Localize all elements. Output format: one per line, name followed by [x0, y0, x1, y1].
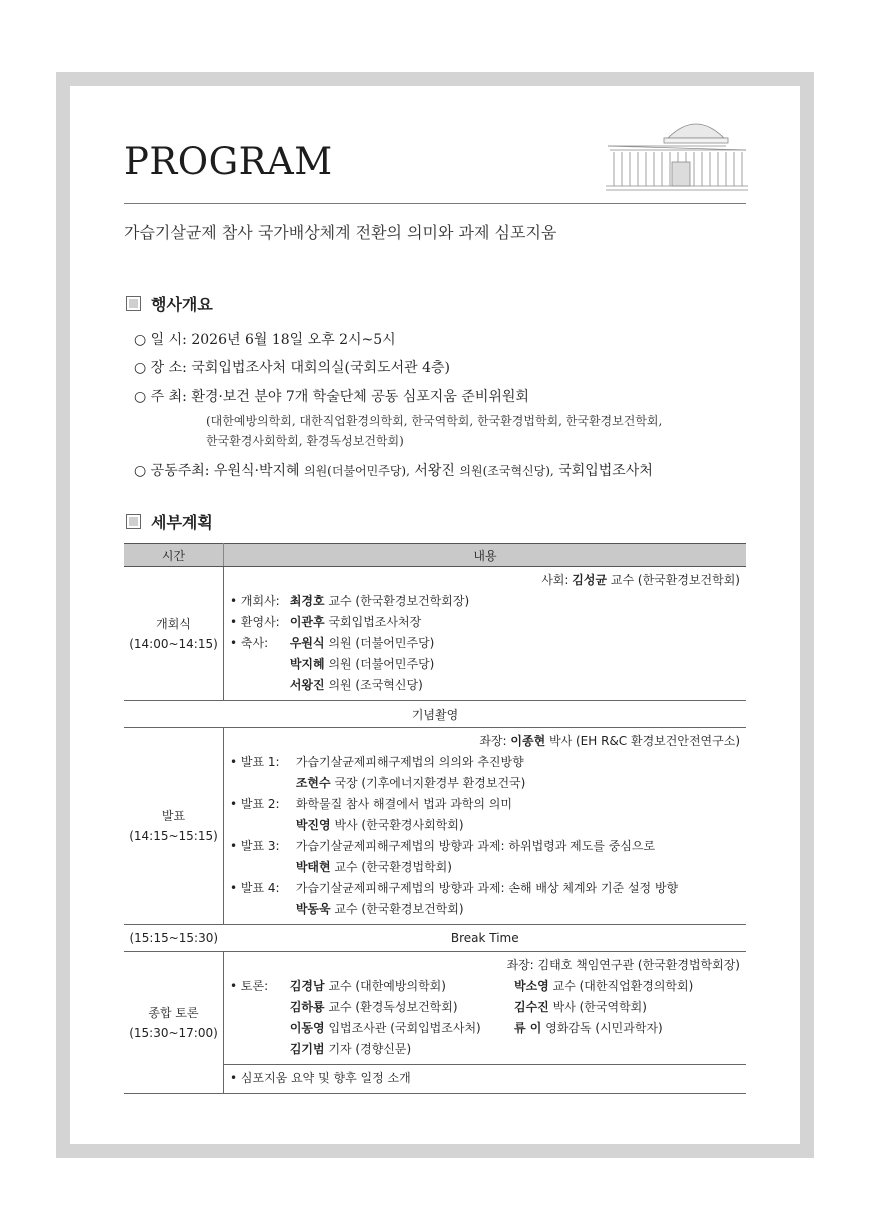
section-title: 행사개요	[151, 295, 213, 314]
item-label: • 발표 4:	[230, 881, 280, 895]
speaker-name: 조현수	[295, 776, 331, 790]
panelist-name: 김하룡	[289, 1000, 325, 1014]
section-heading-overview	[126, 292, 213, 315]
speaker-affiliation: 의원 (조국혁신당)	[328, 678, 423, 692]
speaker-affiliation: 박사 (한국환경사회학회)	[334, 818, 464, 832]
cohost-label: ○ 공동주최:	[134, 463, 210, 479]
speaker-affiliation: 교수 (한국환경보건학회장)	[328, 594, 470, 608]
chair-line: 좌장: 김태호 책임연구관 (한국환경법학회장)	[506, 958, 740, 972]
host-label: ○ 주 최:	[134, 389, 187, 405]
item-label: • 축사:	[230, 636, 269, 650]
panelist-affiliation: 기자 (경향신문)	[328, 1042, 412, 1056]
host-note-line-2: 한국환경사회학회, 환경독성보건학회)	[206, 434, 404, 448]
panelist-affiliation: 교수 (대한예방의학회)	[328, 979, 446, 993]
content-cell	[224, 952, 747, 1065]
item-label: • 개회사:	[230, 594, 280, 608]
item-label: • 토론:	[230, 979, 269, 993]
column-header-content: 내용	[224, 544, 747, 567]
table-row-opening	[124, 567, 746, 701]
panelist-name: 김기범	[289, 1042, 325, 1056]
session-name: 발표	[161, 809, 186, 823]
overview-host-row	[134, 386, 529, 406]
moderator-line	[230, 570, 740, 591]
presenter-2	[230, 815, 740, 836]
table-row-discussion	[124, 952, 746, 1065]
panelist-name: 류 이	[514, 1021, 542, 1035]
break-time: (15:15~15:30)	[124, 925, 224, 952]
moderator-label: 사회:	[541, 573, 569, 587]
panelist-affiliation: 박사 (한국역학회)	[552, 1000, 647, 1014]
schedule-table	[124, 543, 746, 1094]
panelist-name: 박소영	[514, 979, 549, 993]
host-note-line-1: (대한예방의학회, 대한직업환경의학회, 한국역학회, 한국환경법학회, 한국환경보건학회,	[206, 414, 663, 428]
chair-name: 이종현	[510, 734, 546, 748]
overview-cohost-row	[134, 460, 653, 480]
panelist-affiliation: 교수 (환경독성보건학회)	[328, 1000, 458, 1014]
table-row-break	[124, 925, 746, 952]
date-value: 2026년 6월 18일 오후 2시~5시	[191, 332, 396, 348]
item-label: • 환영사:	[230, 615, 280, 629]
page-subtitle: 가습기살균제 참사 국가배상체계 전환의 의미와 과제 심포지움	[124, 223, 557, 242]
panelist-name: 김경남	[289, 979, 325, 993]
speaker-affiliation: 의원 (더불어민주당)	[328, 636, 435, 650]
presentation-title: 가습기살균제피해구제법의 의의와 추진방향	[295, 755, 524, 769]
chair-affiliation: 박사 (EH R&C 환경보건안전연구소)	[549, 734, 740, 748]
square-bullet-icon	[126, 514, 141, 529]
speaker-affiliation: 교수 (한국환경보건학회)	[334, 902, 464, 916]
panelist-affiliation: 교수 (대한직업환경의학회)	[552, 979, 694, 993]
section-title: 세부계획	[151, 513, 213, 532]
overview-place-row	[134, 357, 450, 377]
panelist-affiliation: 입법조사관 (국회입법조사처)	[328, 1021, 481, 1035]
list-item	[230, 675, 740, 696]
square-bullet-icon	[126, 296, 141, 311]
photo-session: 기념촬영	[124, 701, 746, 728]
content-cell	[224, 1065, 747, 1094]
presentation-title: 가습기살균제피해구제법의 방향과 과제: 하위법령과 제도를 중심으로	[295, 839, 656, 853]
speaker-name: 이관후	[289, 615, 325, 629]
page-title: PROGRAM	[124, 140, 333, 183]
speaker-name: 박동욱	[295, 902, 331, 916]
item-label: • 발표 3:	[230, 839, 280, 853]
presenter-4	[230, 899, 740, 920]
speaker-name: 우원식	[289, 636, 325, 650]
panel-row	[230, 976, 740, 997]
overview-date-row	[134, 329, 396, 349]
host-value: 환경·보건 분야 7개 학술단체 공동 심포지움 준비위원회	[191, 389, 529, 405]
speaker-affiliation: 국회입법조사처장	[328, 615, 422, 629]
presentation-title-1	[230, 752, 740, 773]
cohost-name-3: 국회입법조사처	[558, 463, 653, 479]
session-time: (15:30~17:00)	[129, 1025, 218, 1040]
item-label: • 발표 1:	[230, 755, 280, 769]
title-divider	[124, 203, 746, 204]
speaker-affiliation: 의원 (더불어민주당)	[328, 657, 435, 671]
presentation-title-4	[230, 878, 740, 899]
speaker-affiliation: 국장 (기후에너지환경부 환경보건국)	[334, 776, 526, 790]
content-cell	[224, 567, 747, 701]
session-name: 종합 토론	[148, 1005, 199, 1020]
cohost-affiliation-1: 의원(더불어민주당),	[304, 464, 410, 478]
speaker-name: 박태현	[295, 860, 331, 874]
presenter-1	[230, 773, 740, 794]
time-cell	[124, 952, 224, 1094]
panel-row	[230, 1039, 740, 1060]
presentation-title: 화학물질 참사 해결에서 법과 과학의 의미	[295, 797, 512, 811]
time-cell	[124, 728, 224, 925]
speaker-name: 박진영	[295, 818, 331, 832]
presentation-title: 가습기살균제피해구제법의 방향과 과제: 손해 배상 체계와 기준 설정 방향	[295, 881, 679, 895]
place-value: 국회입법조사처 대회의실(국회도서관 4층)	[191, 360, 450, 376]
speaker-name: 서왕진	[289, 678, 325, 692]
list-item	[230, 591, 740, 612]
column-header-time: 시간	[124, 544, 224, 567]
speaker-affiliation: 교수 (한국환경법학회)	[334, 860, 452, 874]
content-cell	[224, 728, 747, 925]
presentation-title-3	[230, 836, 740, 857]
national-assembly-building-illustration	[606, 116, 748, 198]
session-time: (14:00~14:15)	[129, 636, 218, 651]
closing-item: • 심포지움 요약 및 향후 일정 소개	[230, 1071, 411, 1085]
break-label: Break Time	[224, 925, 747, 952]
panel-row	[230, 1018, 740, 1039]
item-label: • 발표 2:	[230, 797, 280, 811]
table-row-photo	[124, 701, 746, 728]
cohost-affiliation-2: 의원(조국혁신당),	[459, 464, 554, 478]
table-row-presentations	[124, 728, 746, 925]
panelist-affiliation: 영화감독 (시민과학자)	[545, 1021, 663, 1035]
session-time: (14:15~15:15)	[129, 829, 218, 843]
panel-row	[230, 997, 740, 1018]
speaker-name: 박지혜	[289, 657, 325, 671]
cohost-name-1: 우원식·박지혜	[213, 463, 300, 479]
table-header-row	[124, 544, 746, 567]
panelist-name: 이동영	[289, 1021, 325, 1035]
list-item	[230, 654, 740, 675]
presentation-title-2	[230, 794, 740, 815]
time-cell	[124, 567, 224, 701]
cohost-name-2: 서왕진	[414, 463, 455, 479]
presenter-3	[230, 857, 740, 878]
chair-label: 좌장:	[479, 734, 507, 748]
chair-line	[230, 731, 740, 752]
place-label: ○ 장 소:	[134, 360, 187, 376]
panelist-name: 김수진	[514, 1000, 549, 1014]
moderator-name: 김성균	[572, 573, 608, 587]
list-item	[230, 633, 740, 654]
date-label: ○ 일 시:	[134, 332, 187, 348]
session-name: 개회식	[156, 616, 191, 631]
section-heading-schedule	[126, 510, 213, 533]
moderator-affiliation: 교수 (한국환경보건학회)	[610, 573, 740, 587]
speaker-name: 최경호	[289, 594, 325, 608]
list-item	[230, 612, 740, 633]
